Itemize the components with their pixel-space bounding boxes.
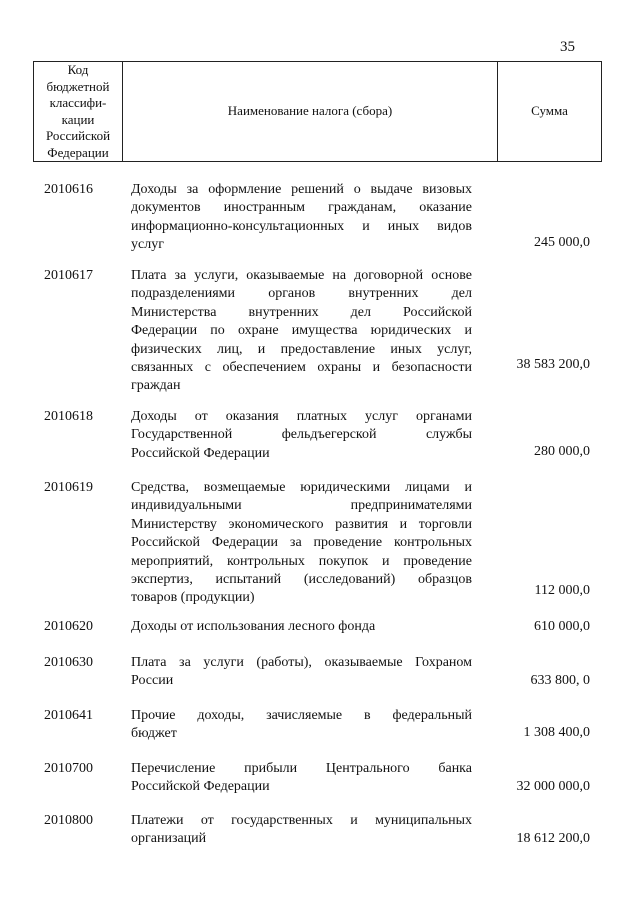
tax-name-line: Федерации по охране имущества юридических и	[131, 323, 472, 339]
tax-name-line: услуг	[131, 237, 164, 253]
amount: 280 000,0	[534, 444, 590, 459]
tax-name	[131, 267, 472, 396]
tax-name-line: товаров (продукции)	[131, 590, 255, 606]
header-code-line: Федерации	[47, 144, 109, 160]
header-code-line: классифи-	[49, 95, 107, 110]
tax-name	[131, 654, 472, 691]
amount: 18 612 200,0	[516, 831, 590, 846]
tax-name	[131, 408, 472, 463]
tax-name-line: Доходы от использования лесного фонда	[131, 619, 376, 634]
header-code-line: бюджетной	[46, 78, 110, 94]
tax-name	[131, 812, 472, 849]
tax-name	[131, 181, 472, 255]
tax-name	[131, 707, 472, 744]
tax-name-line: индивидуальными предпринимателями	[131, 498, 472, 514]
amount: 1 308 400,0	[523, 725, 590, 740]
tax-name-line: граждан	[131, 378, 181, 394]
budget-code: 2010800	[44, 813, 93, 828]
tax-name-line: Министерства внутренних дел Российской	[131, 304, 472, 320]
tax-name-line: бюджет	[131, 726, 177, 742]
tax-name-line: Плата за услуги (работы), оказываемые Гохраном	[131, 655, 472, 670]
tax-name-line: информационно-консультационных и иных видов	[131, 218, 472, 234]
budget-code: 2010617	[44, 268, 93, 283]
tax-name-line: Средства, возмещаемые юридическими лицами и	[131, 480, 472, 495]
amount: 245 000,0	[534, 235, 590, 250]
budget-code: 2010641	[44, 708, 93, 723]
tax-name-line: Доходы от оказания платных услуг органами	[131, 409, 472, 424]
tax-name-line: Российской Федерации	[131, 445, 270, 461]
header-code-line: Код	[67, 62, 89, 77]
tax-name-line: Российской Федерации за проведение контрольных	[131, 535, 472, 551]
budget-code: 2010619	[44, 480, 93, 495]
tax-name-line: Доходы за оформление решений о выдаче визовых	[131, 182, 472, 197]
tax-name-line: физических лиц, и предоставление иных услуг,	[131, 341, 472, 357]
tax-name-line: Плата за услуги, оказываемые на договорной основе	[131, 268, 472, 283]
tax-name-line: подразделениями органов внутренних дел	[131, 286, 472, 302]
amount: 633 800, 0	[530, 673, 590, 688]
tax-name-line: Перечисление прибыли Центрального банка	[131, 761, 472, 776]
tax-name	[131, 618, 472, 636]
budget-code: 2010618	[44, 409, 93, 424]
amount: 610 000,0	[534, 619, 590, 634]
tax-name-line: связанных с обеспечением охраны и безопасности	[131, 360, 472, 376]
tax-name-line: России	[131, 673, 174, 689]
header-code-line: Российской	[45, 128, 111, 143]
amount: 32 000 000,0	[516, 779, 590, 794]
budget-code: 2010620	[44, 619, 93, 634]
header-sum-label: Сумма	[531, 103, 568, 119]
page-number: 35	[560, 39, 575, 55]
tax-name-line: Государственной фельдъегерской службы	[131, 427, 472, 443]
budget-code: 2010700	[44, 761, 93, 776]
tax-name-line: организаций	[131, 831, 207, 847]
tax-name-line: Российской Федерации	[131, 779, 270, 795]
budget-code: 2010630	[44, 655, 93, 670]
tax-name	[131, 760, 472, 797]
amount: 112 000,0	[534, 583, 590, 598]
amount: 38 583 200,0	[516, 357, 590, 372]
header-name-label: Наименование налога (сбора)	[227, 103, 393, 119]
tax-name-line: Платежи от государственных и муниципальных	[131, 813, 472, 828]
tax-name-line: Министерству экономического развития и торговли	[131, 516, 472, 532]
tax-name-line: документов иностранным гражданам, оказание	[131, 200, 472, 216]
tax-name-line: экспертиз, испытаний (исследований) образцов	[131, 572, 472, 588]
tax-name-line: мероприятий, контрольных покупок и проведение	[131, 553, 472, 569]
header-code-line: кации	[61, 111, 95, 127]
tax-name	[131, 479, 472, 608]
budget-code: 2010616	[44, 182, 93, 197]
tax-name-line: Прочие доходы, зачисляемые в федеральный	[131, 708, 472, 723]
